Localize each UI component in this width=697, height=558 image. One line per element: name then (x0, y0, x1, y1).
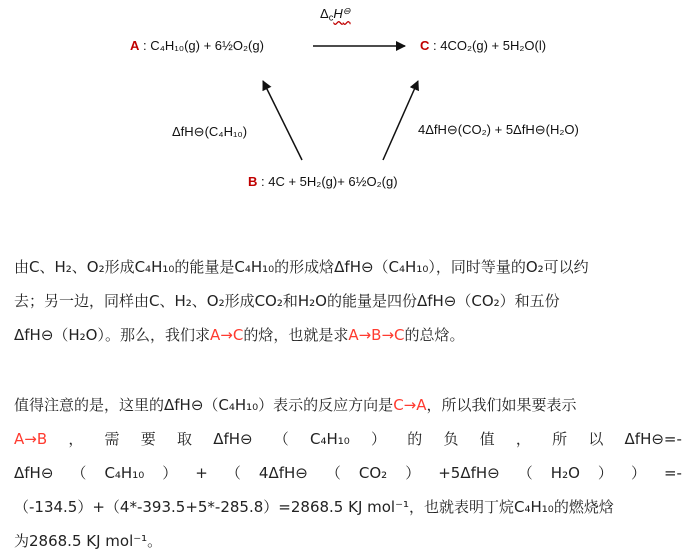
path-a-c: A→C (210, 326, 244, 344)
p1-line-2: 去；另一边，同样由C、H₂、O₂形成CO₂和H₂O的能量是四份ΔfH⊖（CO₂）和五份 (14, 292, 560, 310)
left-arrow-label: ΔfH⊖(C₄H₁₀) (172, 124, 248, 139)
l3-token: （ (225, 464, 241, 482)
l2-token: C₄H₁₀ (310, 430, 350, 448)
sub-c: c (328, 12, 334, 23)
p2-line-4: （-134.5）+（4*-393.5+5*-285.8）=2868.5 KJ mol⁻¹，也就表明丁烷C₄H₁₀的燃烧焓 (14, 498, 614, 516)
state-b (248, 174, 398, 189)
p2-line-3 (14, 456, 682, 490)
delta-symbol: Δ (320, 6, 329, 22)
l2-token: 所 (552, 430, 568, 448)
combustion-enthalpy-label (320, 6, 351, 23)
state-a-key: A (130, 38, 140, 53)
state-a-text: : C₄H₁₀(g) + 6½O₂(g) (143, 38, 264, 53)
l3-token: ） (597, 464, 613, 482)
l3-token: ） (162, 464, 178, 482)
l2-token: 值 (479, 430, 495, 448)
l3-token: （ (71, 464, 87, 482)
state-c (420, 38, 546, 53)
p1-line-3: ΔfH⊖（H₂O）。那么，我们求A→C的焓，也就是求A→B→C的总焓。 (14, 326, 465, 344)
l2-token: ΔfH⊖ (213, 430, 253, 448)
l2-token: ， (68, 430, 84, 448)
state-a (130, 38, 264, 53)
l3-token: CO₂ (358, 464, 388, 482)
l2-token: ） (371, 430, 387, 448)
p2-line-1: 值得注意的是，这里的ΔfH⊖（C₄H₁₀）表示的反应方向是C→A，所以我们如果要表示 (14, 396, 577, 414)
right-arrow-label: 4ΔfH⊖(CO₂) + 5ΔfH⊖(H₂O) (418, 122, 579, 137)
l3-token: （ (517, 464, 533, 482)
l2-token: 要 (140, 430, 156, 448)
state-c-key: C (420, 38, 430, 53)
l2-token: 需 (104, 430, 120, 448)
path-a-b-c: A→B→C (348, 326, 405, 344)
l3-token: （ (325, 464, 341, 482)
l3-token: ） (630, 464, 646, 482)
paragraph-1 (14, 250, 682, 352)
l2-token: 负 (443, 430, 459, 448)
l3-token: ） (405, 464, 421, 482)
p2-line-5: 为2868.5 KJ mol⁻¹。 (14, 532, 163, 550)
l2-token: （ (273, 430, 289, 448)
l3-token: 4ΔfH⊖ (258, 464, 308, 482)
state-b-text: : 4C + 5H₂(g)+ 6½O₂(g) (261, 174, 398, 189)
p2-line-2 (14, 422, 682, 456)
p1-line-1: 由C、H₂、O₂形成C₄H₁₀的能量是C₄H₁₀的形成焓ΔfH⊖（C₄H₁₀），同时等量的O₂可以约 (14, 258, 589, 276)
l3-token: + (195, 464, 208, 482)
l2-token: 以 (588, 430, 604, 448)
l3-token: +5ΔfH⊖ (438, 464, 500, 482)
l2-token: 取 (176, 430, 192, 448)
arrow-b-to-a (263, 81, 302, 160)
l3-token: C₄H₁₀ (104, 464, 145, 482)
l2-token: ， (515, 430, 531, 448)
hess-cycle-diagram (0, 0, 697, 215)
enthalpy-symbol: H⊖ (333, 6, 351, 22)
l2-token: ΔfH⊖=- (624, 430, 682, 448)
arrow-b-to-c (383, 81, 418, 160)
paragraph-2 (14, 388, 682, 558)
state-c-text: : 4CO₂(g) + 5H₂O(l) (433, 38, 547, 53)
l3-token: H₂O (550, 464, 580, 482)
l3-token: ΔfH⊖ (14, 464, 54, 482)
state-b-key: B (248, 174, 258, 189)
l3-token: =- (663, 464, 682, 482)
l2-token: 的 (407, 430, 423, 448)
direction-c-a: C→A (393, 396, 427, 414)
l2-token: A→B (14, 430, 48, 448)
